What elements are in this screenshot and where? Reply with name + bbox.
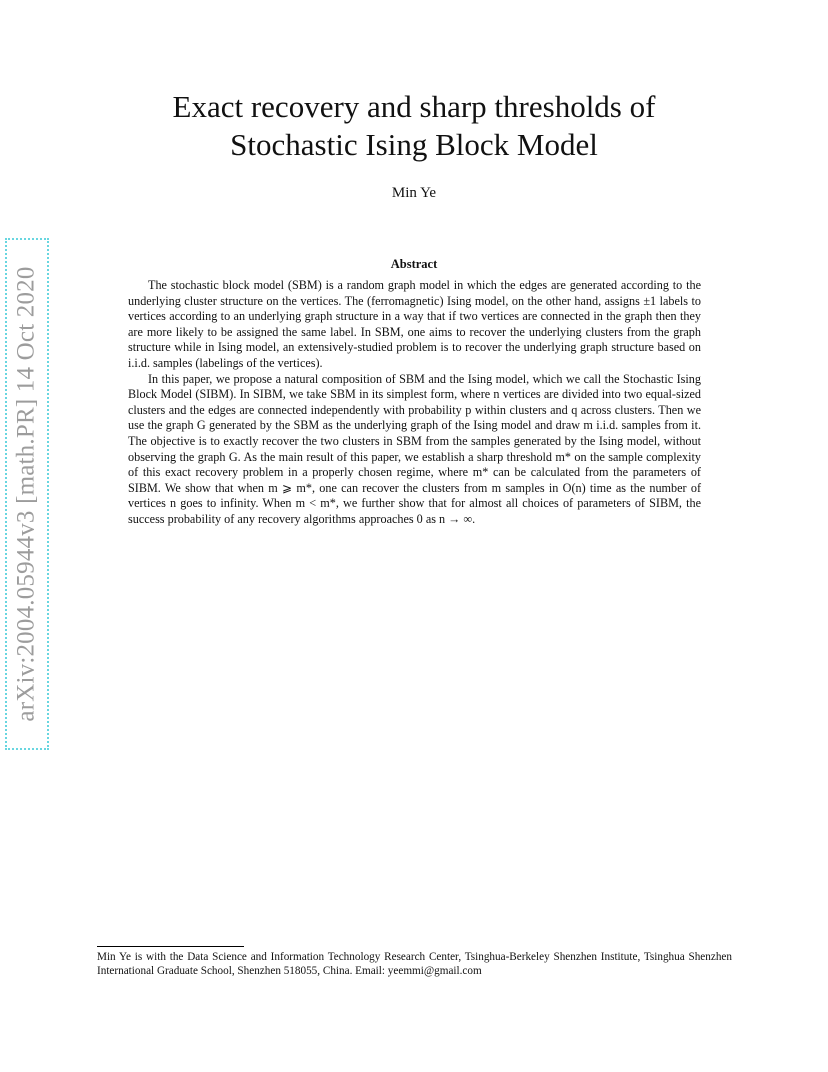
title-line-1: Exact recovery and sharp thresholds of xyxy=(172,89,656,124)
footnote-rule xyxy=(97,946,244,947)
abstract-heading: Abstract xyxy=(390,257,438,271)
arxiv-watermark xyxy=(5,238,49,750)
author-name: Min Ye xyxy=(391,185,437,201)
title-line-2: Stochastic Ising Block Model xyxy=(230,127,598,162)
arxiv-identifier: arXiv:2004.05944v3 [math.PR] 14 Oct 2020 xyxy=(13,266,40,722)
abstract-paragraph-2: In this paper, we propose a natural composition of SBM and the Ising model, which we call the Stochastic Ising Block Model (SIBM). In SIBM, we take SBM in its simplest form, where n vertices are divided into two equal-sized clusters and the edges are connected independently with probability p within clusters and q across clusters. Then we use the graph G generated by the SBM as the underlying graph of the Ising model and draw m i.i.d. samples from it. The objective is to exactly recover the two clusters in SBM from the samples generated by the Ising model, without observing the graph G. As the main result of this paper, we establish a sharp threshold m* on the sample complexity of this exact recovery problem in a properly chosen regime, where m* can be calculated from the parameters of SIBM. We show that when m ⩾ m*, one can recover the clusters from m samples in O(n) time as the number of vertices n goes to infinity. When m < m*, we further show that for almost all choices of parameters of SIBM, the success probability of any recovery algorithms approaches 0 as n → ∞. xyxy=(128,371,701,526)
author-footnote: Min Ye is with the Data Science and Information Technology Research Center, Tsinghua-Berkeley Shenzhen Institute, Tsinghua Shenzhen International Graduate School, Shenzhen 518055, China. Email: yeemmi@gmail.com xyxy=(97,951,732,977)
abstract-body xyxy=(128,278,701,528)
abstract-paragraph-1: The stochastic block model (SBM) is a random graph model in which the edges are generated according to the underlying cluster structure on the vertices. The (ferromagnetic) Ising model, on the other hand, assigns ±1 labels to vertices according to an underlying graph structure in a way that if two vertices are connected in the graph then they are more likely to be assigned the same label. In SBM, one aims to recover the underlying clusters from the graph structure while in Ising model, an extensively-studied problem is to recover the underlying graph structure based on i.i.d. samples (labelings of the vertices). xyxy=(128,278,701,370)
paper-title xyxy=(100,88,728,164)
